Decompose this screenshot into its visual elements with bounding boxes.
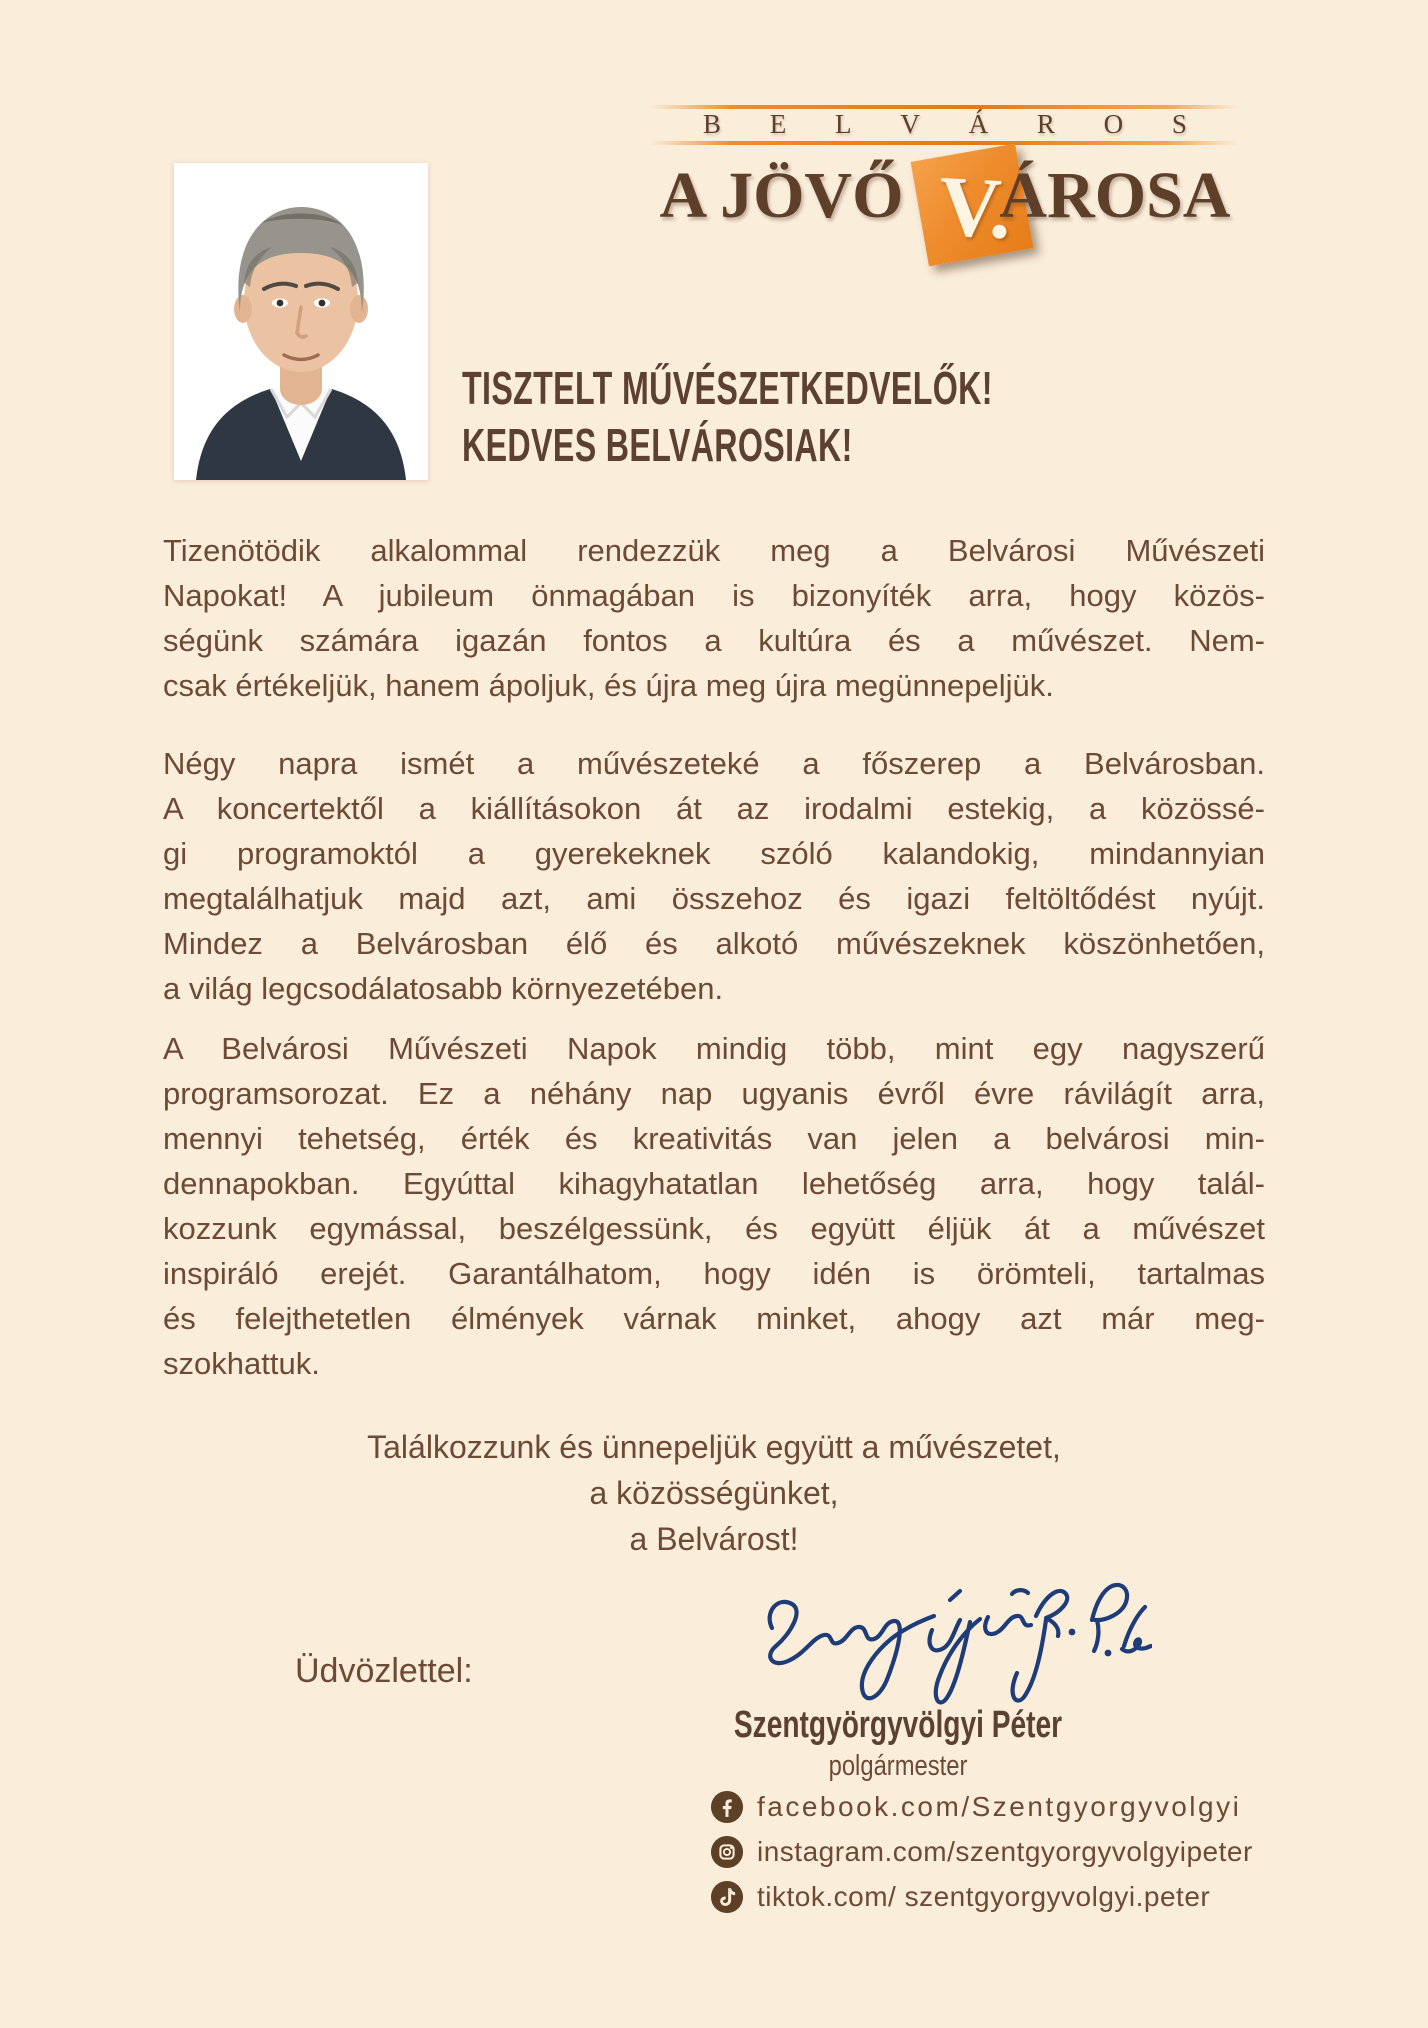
closing-line3: a Belvárost!: [629, 1521, 799, 1557]
page-title: [462, 360, 993, 474]
page-title-line2: KEDVES BELVÁROSIAK!: [462, 419, 853, 471]
signature-ink: [752, 1556, 1152, 1721]
logo-v-badge-letter: V.: [936, 157, 1015, 257]
closing-line1: Találkozzunk és ünnepeljük együtt a művészetet,: [367, 1429, 1061, 1465]
paragraph-line: csak értékeljük, hanem ápoljuk, és újra meg újra megünnepeljük.: [163, 668, 1054, 703]
paragraph-line: mennyi tehetség, érték és kreativitás van jelen a belvárosi min-: [163, 1121, 1265, 1156]
paragraph-line: A Belvárosi Művészeti Napok mindig több, mint egy nagyszerű: [163, 1031, 1265, 1066]
paragraph-2: [163, 741, 1265, 1011]
paragraph-line: A koncertektől a kiállításokon át az irodalmi estekig, a közössé-: [163, 791, 1265, 826]
tiktok-link[interactable]: [710, 1880, 1253, 1914]
tiktok-icon: [710, 1880, 744, 1914]
paragraph-line: Mindez a Belvárosban élő és alkotó művészeknek köszönhetően,: [163, 926, 1265, 961]
logo-letter: E: [769, 109, 787, 139]
paragraph-3: [163, 1026, 1265, 1386]
paragraph-line: kozzunk egymással, beszélgessünk, és együtt éljük át a művészet: [163, 1211, 1265, 1246]
logo-varosa-text: ÁROSA: [999, 159, 1231, 232]
mayor-portrait-photo: [174, 163, 428, 480]
paragraph-line: szokhattuk.: [163, 1346, 320, 1381]
mayor-portrait-illustration: [174, 163, 428, 480]
logo-wordmark: [650, 144, 1240, 258]
paragraph-line: a világ legcsodálatosabb környezetében.: [163, 971, 724, 1006]
instagram-link[interactable]: [710, 1835, 1253, 1869]
signature: [752, 1556, 1152, 1726]
logo-letter: B: [703, 109, 722, 139]
instagram-icon: [710, 1835, 744, 1869]
logo-letter: L: [835, 109, 852, 139]
greeting-text: Üdvözlettel:: [295, 1652, 473, 1690]
logo-belvaros: [650, 100, 1240, 290]
closing-line2: a közösségünket,: [589, 1475, 839, 1511]
signer-title: polgármester: [828, 1750, 968, 1782]
logo-letter: Á: [968, 109, 989, 139]
paragraph-line: ségünk számára igazán fontos a kultúra és a művészet. Nem-: [163, 623, 1265, 658]
page-title-line1: TISZTELT MŰVÉSZETKEDVELŐK!: [462, 362, 993, 414]
paragraph-line: Tizenötödik alkalommal rendezzük meg a Belvárosi Művészeti: [163, 533, 1265, 568]
paragraph-1: [163, 528, 1265, 708]
closing-invitation: [0, 1424, 1428, 1562]
paragraph-line: gi programoktól a gyerekeknek szóló kalandokig, mindannyian: [163, 836, 1265, 871]
instagram-handle: instagram.com/szentgyorgyvolgyipeter: [757, 1836, 1253, 1867]
paragraph-line: programsorozat. Ez a néhány nap ugyanis évről évre rávilágít arra,: [163, 1076, 1265, 1111]
logo-letter: V: [900, 109, 920, 139]
signer-name: Szentgyörgyvölgyi Péter: [733, 1704, 1063, 1746]
paragraph-line: megtalálhatjuk majd azt, ami összehoz és igazi feltöltődést nyújt.: [163, 881, 1265, 916]
facebook-handle: facebook.com/Szentgyorgyvolgyi: [757, 1791, 1242, 1822]
logo-letter: R: [1036, 109, 1055, 139]
paragraph-line: inspiráló erejét. Garantálhatom, hogy idén is örömteli, tartalmas: [163, 1256, 1265, 1291]
facebook-link[interactable]: [710, 1790, 1253, 1824]
paragraph-line: dennapokban. Egyúttal kihagyhatatlan lehetőség arra, hogy talál-: [163, 1166, 1265, 1201]
paragraph-line: és felejthetetlen élmények várnak minket, ahogy azt már meg-: [163, 1301, 1265, 1336]
facebook-icon: [710, 1790, 744, 1824]
paragraph-line: Napokat! A jubileum önmagában is bizonyíték arra, hogy közös-: [163, 578, 1265, 613]
tiktok-handle: tiktok.com/ szentgyorgyvolgyi.peter: [757, 1881, 1211, 1912]
logo-belvaros-word: [703, 109, 1187, 137]
logo-a-jovo-text: A JÖVŐ: [659, 159, 904, 232]
logo-letter: O: [1103, 109, 1124, 139]
logo-letter: S: [1171, 109, 1187, 139]
social-links: [710, 1790, 1253, 1914]
paragraph-line: Négy napra ismét a művészeteké a főszerep a Belvárosban.: [163, 746, 1265, 781]
